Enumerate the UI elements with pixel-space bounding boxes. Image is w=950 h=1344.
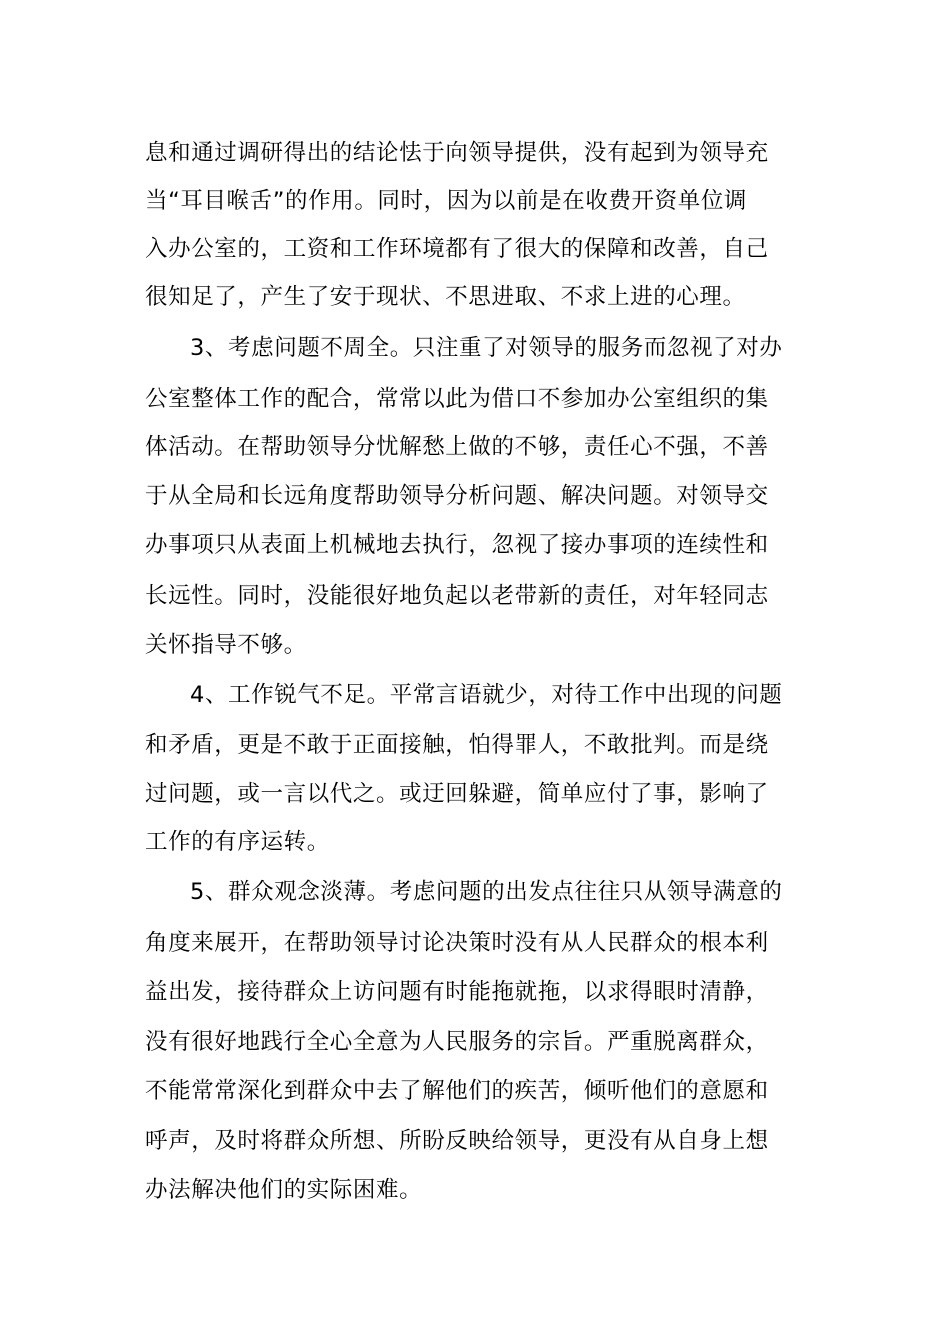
text-line: 关怀指导不够。	[145, 632, 307, 658]
paragraph-first-line: 4、工作锐气不足。平常言语就少，对待工作中出现的问题	[190, 682, 783, 708]
paragraph-first-line: 5、群众观念淡薄。考虑问题的出发点往往只从领导满意的	[190, 879, 783, 905]
text-line: 办法解决他们的实际困难。	[145, 1177, 423, 1203]
text-line: 不能常常深化到群众中去了解他们的疾苦，倾听他们的意愿和	[145, 1078, 769, 1104]
text-line: 入办公室的，工资和工作环境都有了很大的保障和改善，自己	[145, 236, 769, 262]
text-line: 益出发，接待群众上访问题有时能拖就拖，以求得眼时清静，	[145, 979, 769, 1005]
text-line: 公室整体工作的配合，常常以此为借口不参加办公室组织的集	[145, 386, 769, 412]
text-line: 没有很好地践行全心全意为人民服务的宗旨。严重脱离群众，	[145, 1029, 769, 1055]
text-line: 当“耳目喉舌”的作用。同时，因为以前是在收费开资单位调	[145, 188, 748, 214]
text-line: 工作的有序运转。	[145, 829, 330, 855]
text-line: 体活动。在帮助领导分忧解愁上做的不够，责任心不强，不善	[145, 434, 769, 460]
text-line: 和矛盾，更是不敢于正面接触，怕得罪人，不敢批判。而是绕	[145, 732, 769, 758]
text-line: 息和通过调研得出的结论怯于向领导提供，没有起到为领导充	[145, 140, 769, 166]
text-line: 很知足了，产生了安于现状、不思进取、不求上进的心理。	[145, 284, 746, 310]
text-line: 办事项只从表面上机械地去执行，忽视了接办事项的连续性和	[145, 532, 769, 558]
text-line: 呼声，及时将群众所想、所盼反映给领导，更没有从自身上想	[145, 1128, 769, 1154]
text-line: 于从全局和长远角度帮助领导分析问题、解决问题。对领导交	[145, 483, 769, 509]
text-line: 过问题，或一言以代之。或迂回躲避，简单应付了事，影响了	[145, 781, 769, 807]
text-line: 长远性。同时，没能很好地负起以老带新的责任，对年轻同志	[145, 583, 769, 609]
text-line: 角度来展开，在帮助领导讨论决策时没有从人民群众的根本利	[145, 930, 769, 956]
paragraph-first-line: 3、考虑问题不周全。只注重了对领导的服务而忽视了对办	[190, 335, 783, 361]
